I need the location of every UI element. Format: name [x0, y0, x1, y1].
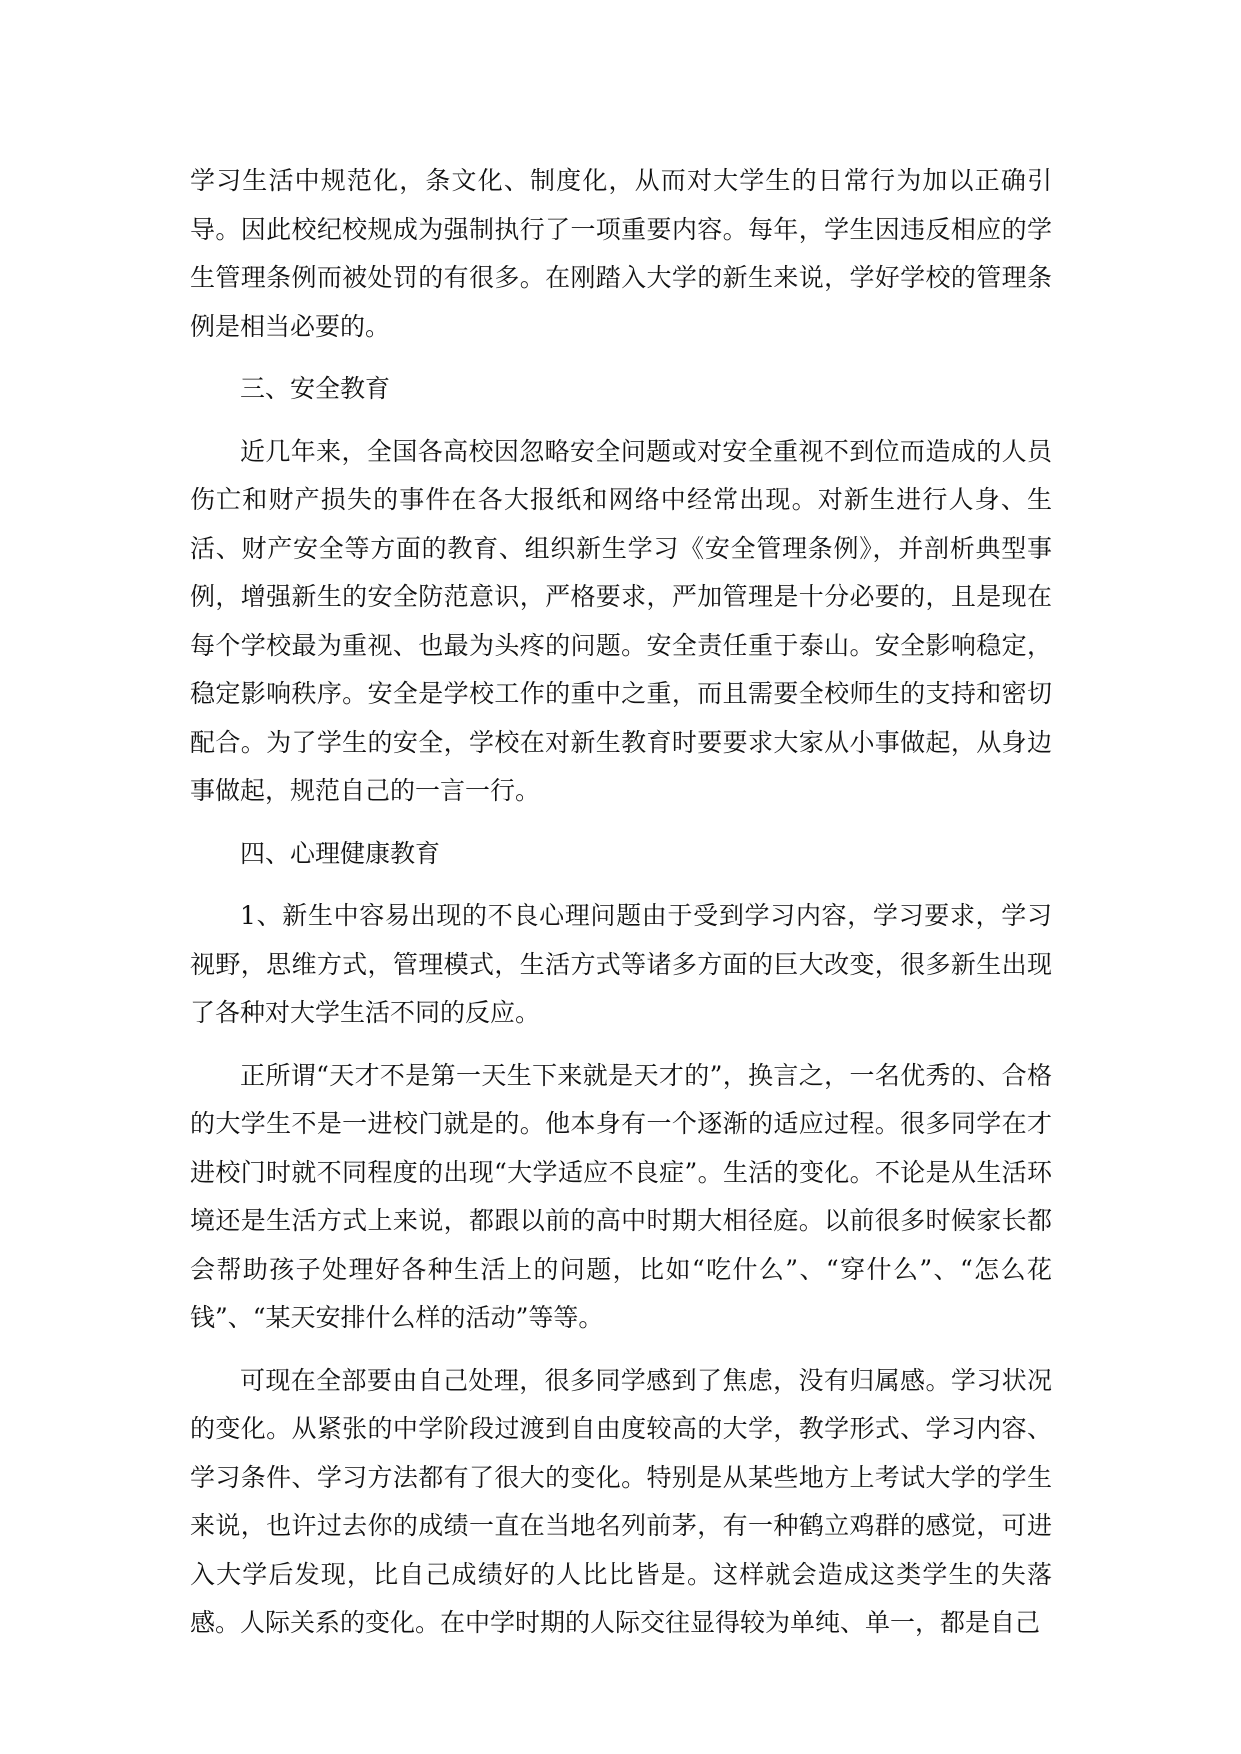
document-body	[190, 157, 1052, 1648]
paragraph-study-changes: 可现在全部要由自己处理，很多同学感到了焦虑，没有归属感。学习状况的变化。从紧张的中学阶段过渡到自由度较高的大学，教学形式、学习内容、学习条件、学习方法都有了很大的变化。特别是从某些地方上考试大学的学生来说，也许过去你的成绩一直在当地名列前茅，有一种鹤立鸡群的感觉，可进入大学后发现，比自己成绩好的人比比皆是。这样就会造成这类学生的失落感。人际关系的变化。在中学时期的人际交往显得较为单纯、单一，都是自己	[190, 1365, 1052, 1637]
paragraph-new-student-issues: 1、新生中容易出现的不良心理问题由于受到学习内容，学习要求，学习视野，思维方式，管理模式，生活方式等诸多方面的巨大改变，很多新生出现了各种对大学生活不同的反应。	[190, 901, 1052, 1027]
heading-mental-health-education: 四、心理健康教育	[240, 838, 441, 868]
heading-safety-education: 三、安全教育	[240, 374, 391, 403]
paragraph-safety: 近几年来，全国各高校因忽略安全问题或对安全重视不到位而造成的人员伤亡和财产损失的事件在各大报纸和网络中经常出现。对新生进行人身、生活、财产安全等方面的教育、组织新生学习《安全管理条例》，并剖析典型事例，增强新生的安全防范意识，严格要求，严加管理是十分必要的，且是现在每个学校最为重视、也最为头疼的问题。安全责任重于泰山。安全影响稳定，稳定影响秩序。安全是学校工作的重中之重，而且需要全校师生的支持和密切配合。为了学生的安全，学校在对新生教育时要要求大家从小事做起，从身边事做起，规范自己的一言一行。	[190, 436, 1052, 805]
paragraph-rules-continuation: 学习生活中规范化，条文化、制度化，从而对大学生的日常行为加以正确引导。因此校纪校规成为强制执行了一项重要内容。每年，学生因违反相应的学生管理条例而被处罚的有很多。在刚踏入大学的新生来说，学好学校的管理条例是相当必要的。	[190, 166, 1052, 341]
paragraph-life-changes: 正所谓“天才不是第一天生下来就是天才的”，换言之，一名优秀的、合格的大学生不是一进校门就是的。他本身有一个逐渐的适应过程。很多同学在才进校门时就不同程度的出现“大学适应不良症”。生活的变化。不论是从生活环境还是生活方式上来说，都跟以前的高中时期大相径庭。以前很多时候家长都会帮助孩子处理好各种生活上的问题，比如“吃什么”、“穿什么”、“怎么花钱”、“某天安排什么样的活动”等等。	[190, 1060, 1052, 1332]
